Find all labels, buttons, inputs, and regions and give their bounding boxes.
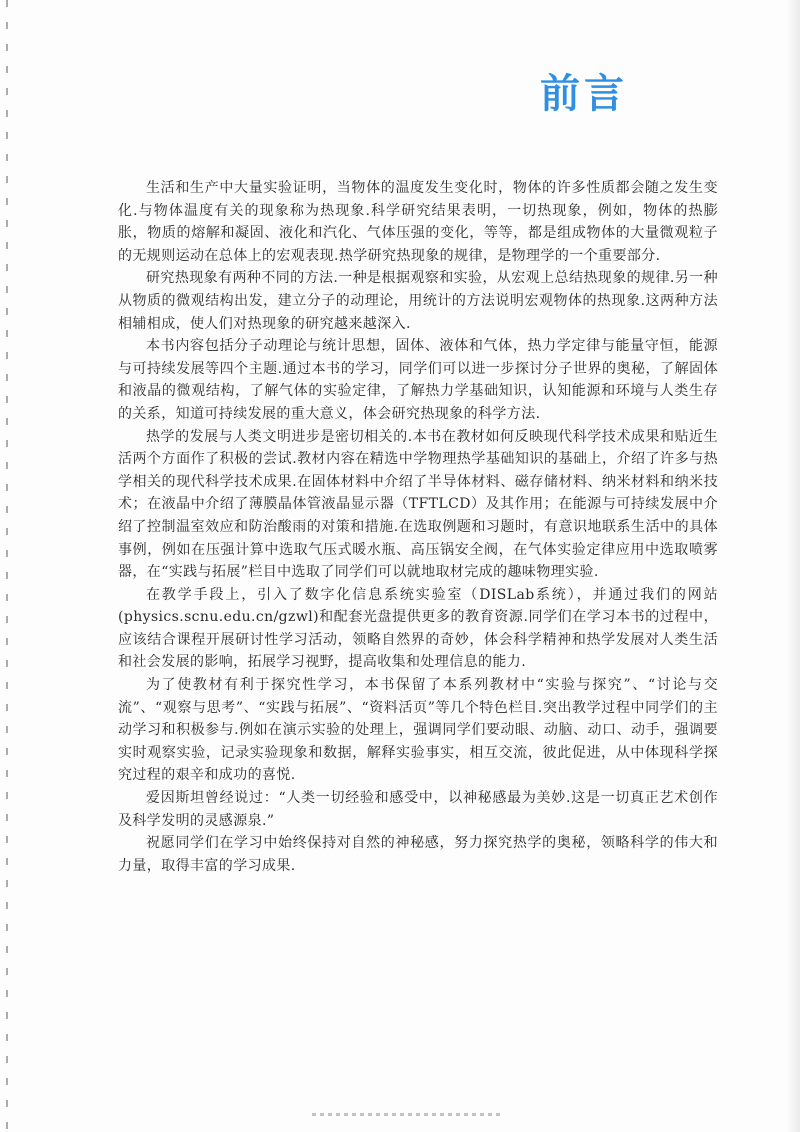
paragraph: 研究热现象有两种不同的方法.一种是根据观察和实验，从宏观上总结热现象的规律.另一种从物质的微观结构出发，建立分子的动理论，用统计的方法说明宏观物体的热现象.这两种方法相辅相成，使人们对热现象的研究越来越深入.	[118, 270, 718, 332]
preface-body	[118, 177, 718, 877]
paragraph: 祝愿同学们在学习中始终保持对自然的神秘感，努力探究热学的奥秘，领略科学的伟大和力量，取得丰富的学习成果.	[118, 835, 718, 874]
binding-edge	[6, 0, 8, 1132]
paragraph: 在教学手段上，引入了数字化信息系统实验室（DISLab系统），并通过我们的网站(physics.scnu.edu.cn/gzwl)和配套光盘提供更多的教育资源.同学们在学习本书的过程中，应该结合课程开展研讨性学习活动，领略自然界的奇妙，体会科学精神和热学发展对人类生活和社会发展的影响，拓展学习视野，提高收集和处理信息的能力.	[118, 586, 718, 671]
scan-artifact	[312, 1113, 502, 1116]
paragraph: 生活和生产中大量实验证明，当物体的温度发生变化时，物体的许多性质都会随之发生变化.与物体温度有关的现象称为热现象.科学研究结果表明，一切热现象，例如，物体的热膨胀，物质的熔解和凝固、液化和汽化、气体压强的变化，等等，都是组成物体的大量微观粒子的无规则运动在总体上的宏观表现.热学研究热现象的规律，是物理学的一个重要部分.	[118, 180, 718, 264]
paragraph: 本书内容包括分子动理论与统计思想，固体、液体和气体，热力学定律与能量守恒，能源与可持续发展等四个主题.通过本书的学习，同学们可以进一步探讨分子世界的奥秘，了解固体和液晶的微观结构，了解气体的实验定律，了解热力学基础知识，认知能源和环境与人类生存的关系，知道可持续发展的重大意义，体会研究热现象的科学方法.	[118, 338, 718, 422]
page-edge-shadow	[786, 0, 800, 1132]
page-title: 前言	[540, 71, 628, 117]
paragraph: 为了使教材有利于探究性学习，本书保留了本系列教材中“实验与探究”、“讨论与交流”、“观察与思考”、“实践与拓展”、“资料活页”等几个特色栏目.突出教学过程中同学们的主动学习和积极参与.例如在演示实验的处理上，强调同学们要动眼、动脑、动口、动手，强调要实时观察实验，记录实验现象和数据，解释实验事实，相互交流，彼此促进，从中体现科学探究过程的艰辛和成功的喜悦.	[118, 677, 718, 784]
paragraph: 热学的发展与人类文明进步是密切相关的.本书在教材如何反映现代科学技术成果和贴近生活两个方面作了积极的尝试.教材内容在精选中学物理热学基础知识的基础上，介绍了许多与热学相关的现代科学技术成果.在固体材料中介绍了半导体材料、磁存储材料、纳米材料和纳米技术；在液晶中介绍了薄膜晶体管液晶显示器（TFTLCD）及其作用；在能源与可持续发展中介绍了控制温室效应和防治酸雨的对策和措施.在选取例题和习题时，有意识地联系生活中的具体事例，例如在压强计算中选取气压式暖水瓶、高压锅安全阀，在气体实验定律应用中选取喷雾器，在“实践与拓展”栏目中选取了同学们可以就地取材完成的趣味物理实验.	[118, 428, 718, 581]
paragraph: 爱因斯坦曾经说过：“人类一切经验和感受中，以神秘感最为美妙.这是一切真正艺术创作及科学发明的灵感源泉.”	[118, 790, 718, 829]
